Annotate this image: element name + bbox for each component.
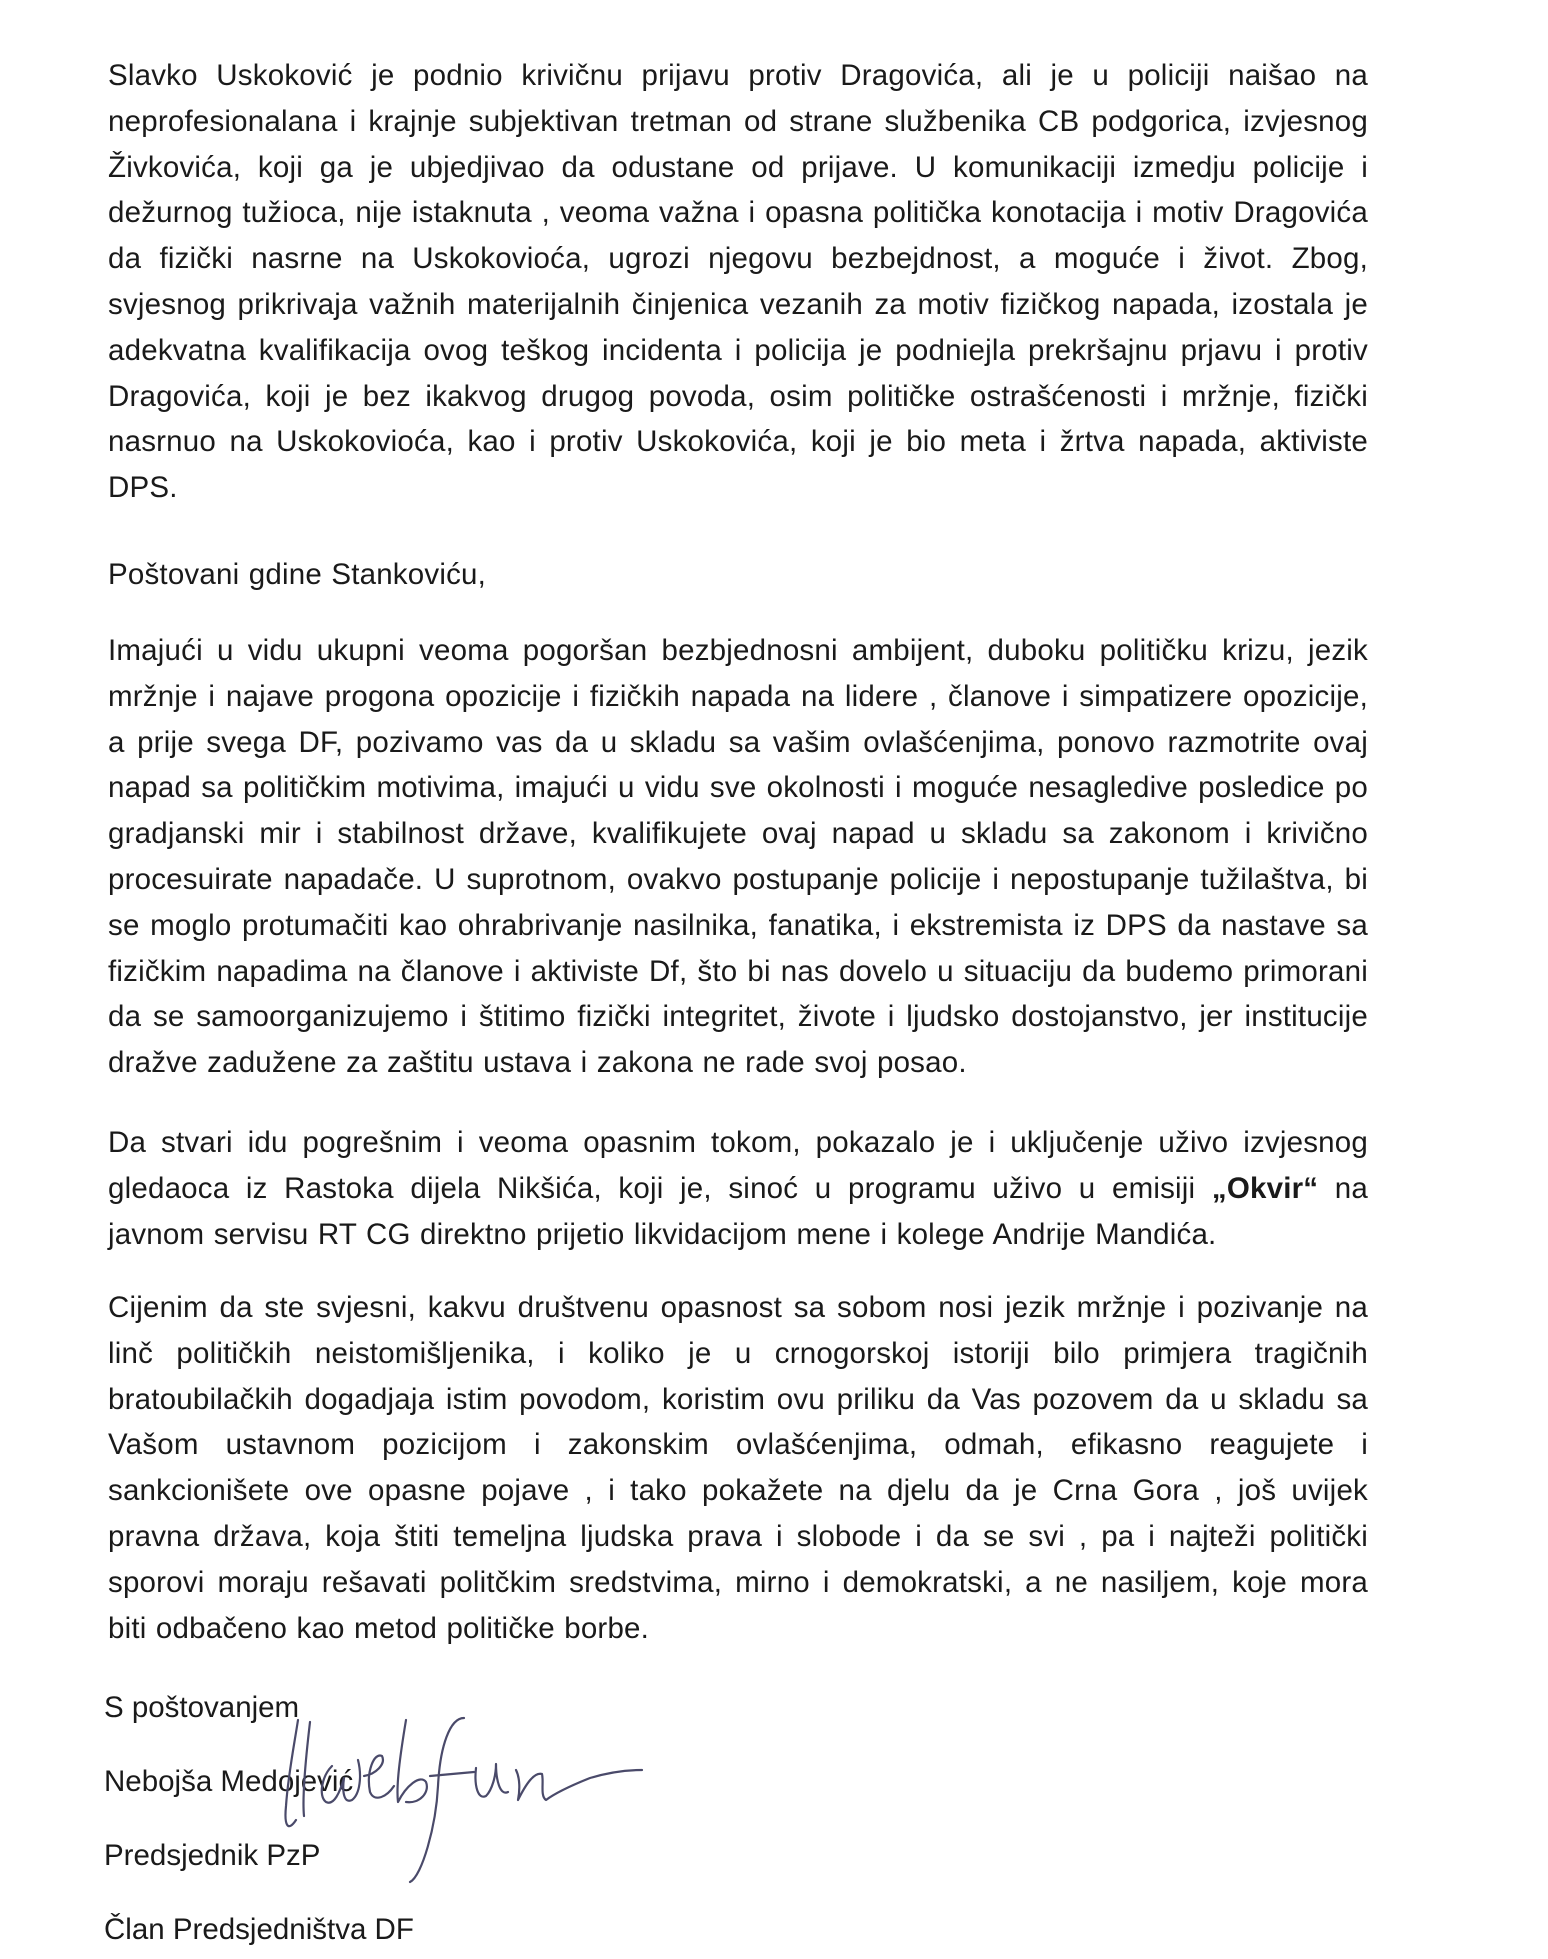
paragraph-appeal: Cijenim da ste svjesni, kakvu društvenu opasnost sa sobom nosi jezik mržnje i pozivanje na linč političkih neistomišljenika, i koliko je u crnogorskoj istoriji bilo primjera tragičnih bratoubilačkih dogadjaja istim povodom, koristim ovu priliku da Vas pozovem da u skladu sa Vašom ustavnom pozicijom i zakonskim ovlašćenjima, odmah, efikasno reagujete i sankcionišete ove opasne pojave , i tako pokažete na djelu da je Crna Gora , još uvijek pravna država, koja štiti temeljna ljudska prava i slobode i da se svi , pa i najteži politički sporovi moraju rešavati politčkim sredstvima, mirno i demokratski, a ne nasiljem, koje mora biti odbačeno kao metod političke borbe. — [108, 1291, 1368, 1645]
signer-name: Nebojša Medojević — [104, 1765, 354, 1798]
signer-title-df: Član Predsjedništva DF — [104, 1913, 414, 1946]
paragraph-request: Imajući u vidu ukupni veoma pogoršan bezbjednosni ambijent, duboku političku krizu, jezik mržnje i najave progona opozicije i fizičkih napada na lidere , članove i simpatizere opozicije, a prije svega DF, pozivamo vas da u skladu sa vašim ovlašćenjima, ponovo razmotrite ovaj napad sa političkim motivima, imajući u vidu sve okolnosti i moguće nesagledive posledice po gradjanski mir i stabilnost države, kvalifikujete ovaj napad u skladu sa zakonom i krivično procesuirate napadače. U suprotnom, ovakvo postupanje policije i nepostupanje tužilaštva, bi se moglo protumačiti kao ohrabrivanje nasilnika, fanatika, i ekstremista iz DPS da nastave sa fizičkim napadima na članove i aktiviste Df, što bi nas dovelo u situaciju da budemo primorani da se samoorganizujemo i štitimo fizički integritet, živote i ljudsko dostojanstvo, jer institucije dražve zadužene za zaštitu ustava i zakona ne rade svoj posao. — [108, 634, 1368, 1080]
handwritten-signature — [270, 1716, 670, 1886]
closing-phrase: S poštovanjem — [104, 1691, 300, 1724]
signer-title-pzp: Predsjednik PzP — [104, 1839, 321, 1872]
show-name-okvir: „Okvir“ — [1211, 1171, 1319, 1205]
paragraph-complaint: Slavko Uskoković je podnio krivičnu prijavu protiv Dragovića, ali je u policiji naišao na neprofesionalana i krajnje subjektivan tretman od strane službenika CB podgorica, izvjesnog Živkovića, koji ga je ubjedjivao da odustane od prijave. U komunikaciji izmedju policije i dežurnog tužioca, nije istaknuta , veoma važna i opasna politička konotacija i motiv Dragovića da fizički nasrne na Uskokovioća, ugrozi njegovu bezbejdnost, a moguće i život. Zbog, svjesnog prikrivaja važnih materijalnih činjenica vezanih za motiv fizičkog napada, izostala je adekvatna kvalifikacija ovog teškog incidenta i policija je podniejla prekršajnu prjavu i protiv Dragovića, koji je bez ikakvog drugog povoda, osim političke ostrašćenosti i mržnje, fizički nasrnuo na Uskokovioća, kao i protiv Uskokovića, koji je bio meta i žrtva napada, aktiviste DPS. — [108, 59, 1368, 505]
paragraph-threat-start: Da stvari idu pogrešnim i veoma opasnim tokom, pokazalo je i uključenje uživo izvjesnog gledaoca iz Rastoka dijela Nikšića, koji je, sinoć u programu uživo u emisiji — [108, 1126, 1368, 1205]
salutation: Poštovani gdine Stankoviću, — [108, 558, 487, 591]
paragraph-threat-end: na javnom servisu RT CG direktno prijetio likvidacijom mene i kolege Andrije Mandića. — [108, 1171, 1369, 1251]
paragraph-threat — [108, 1120, 1368, 1257]
